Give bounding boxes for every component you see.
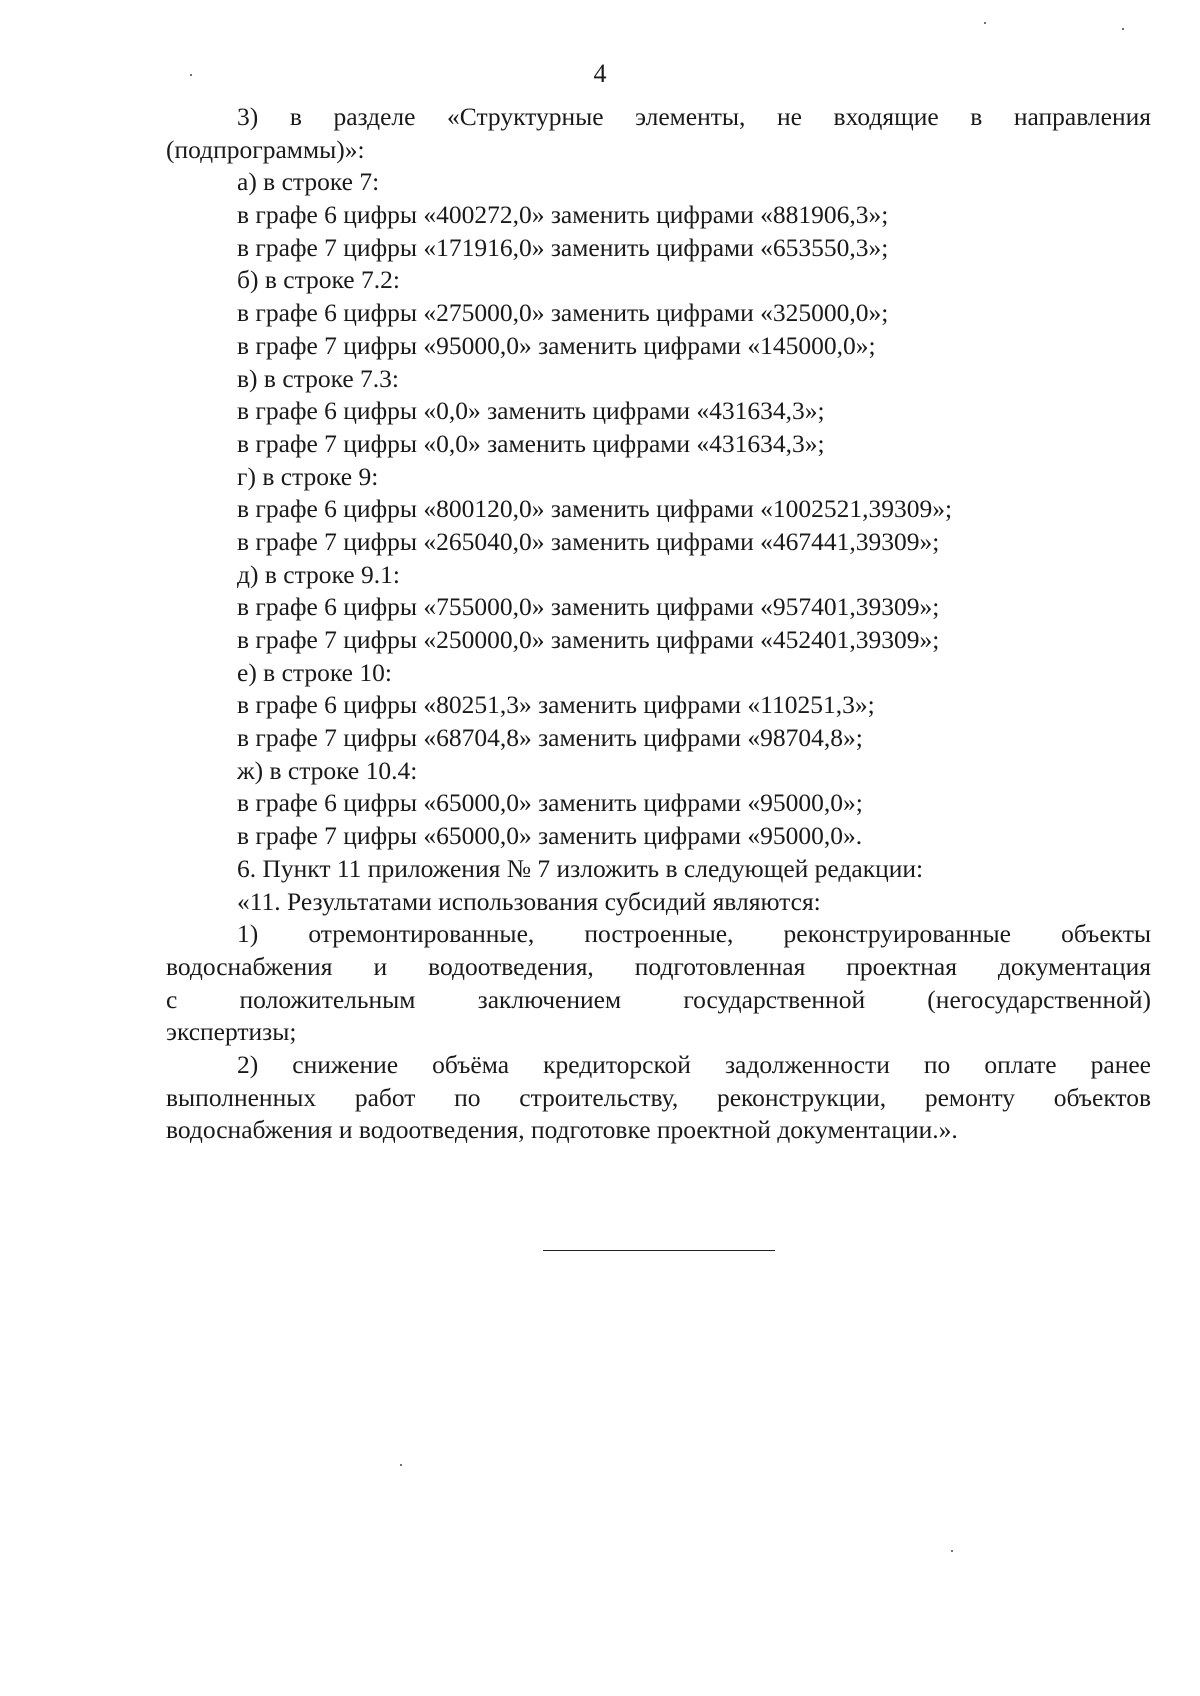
text-line: е) в строке 10: — [237, 657, 392, 687]
text-line: в графе 6 цифры «65000,0» заменить цифрами «95000,0»; — [237, 788, 863, 818]
end-separator-line — [543, 1250, 775, 1251]
text-line: в графе 7 цифры «265040,0» заменить цифрами «467441,39309»; — [237, 526, 940, 556]
scan-speck — [984, 22, 986, 24]
text-line: г) в строке 9: — [237, 461, 379, 491]
text-line: д) в строке 9.1: — [237, 559, 400, 589]
page-number: 4 — [593, 59, 607, 88]
text-line: 6. Пункт 11 приложения № 7 изложить в следующей редакции: — [237, 853, 924, 883]
text-line: в графе 7 цифры «0,0» заменить цифрами «431634,3»; — [237, 428, 825, 458]
scan-speck — [400, 1464, 402, 1466]
text-line: в графе 7 цифры «65000,0» заменить цифрами «95000,0». — [237, 821, 863, 851]
text-line: экспертизы; — [166, 1017, 297, 1047]
text-line: в графе 6 цифры «275000,0» заменить цифрами «325000,0»; — [237, 298, 889, 328]
scan-speck — [190, 74, 192, 76]
text-line: в) в строке 7.3: — [237, 363, 400, 393]
text-line: 2) снижение объёма кредиторской задолженности по оплате ранее — [237, 1049, 1151, 1079]
text-line: а) в строке 7: — [237, 167, 380, 197]
text-line: в графе 6 цифры «80251,3» заменить цифрами «110251,3»; — [237, 690, 875, 720]
text-line: в графе 6 цифры «800120,0» заменить цифрами «1002521,39309»; — [237, 494, 953, 524]
scan-speck — [1122, 28, 1124, 30]
scan-speck — [951, 1550, 953, 1552]
text-line: водоснабжения и водоотведения, подготовке проектной документации.». — [166, 1115, 958, 1145]
text-line: в графе 6 цифры «400272,0» заменить цифрами «881906,3»; — [237, 200, 889, 230]
text-line: в графе 6 цифры «755000,0» заменить цифрами «957401,39309»; — [237, 592, 940, 622]
text-line: водоснабжения и водоотведения, подготовленная проектная документация — [166, 951, 1151, 981]
text-line: «11. Результатами использования субсидий являются: — [237, 886, 821, 916]
document-body — [166, 101, 1151, 1147]
text-line: в графе 7 цифры «95000,0» заменить цифрами «145000,0»; — [237, 330, 876, 360]
text-line: в графе 7 цифры «250000,0» заменить цифрами «452401,39309»; — [237, 625, 940, 654]
text-line: 1) отремонтированные, построенные, реконструированные объекты — [237, 919, 1151, 949]
text-line: в графе 7 цифры «68704,8» заменить цифрами «98704,8»; — [237, 723, 863, 753]
text-line: (подпрограммы)»: — [166, 134, 365, 164]
text-line: с положительным заключением государственной (негосударственной) — [166, 984, 1151, 1014]
text-line: в графе 6 цифры «0,0» заменить цифрами «431634,3»; — [237, 396, 825, 426]
text-line: ж) в строке 10.4: — [237, 755, 418, 785]
text-line: 3) в разделе «Структурные элементы, не входящие в направления — [237, 102, 1151, 131]
text-line: выполненных работ по строительству, реконструкции, ремонту объектов — [166, 1082, 1151, 1112]
text-line: в графе 7 цифры «171916,0» заменить цифрами «653550,3»; — [237, 232, 889, 262]
text-line: б) в строке 7.2: — [237, 265, 400, 295]
